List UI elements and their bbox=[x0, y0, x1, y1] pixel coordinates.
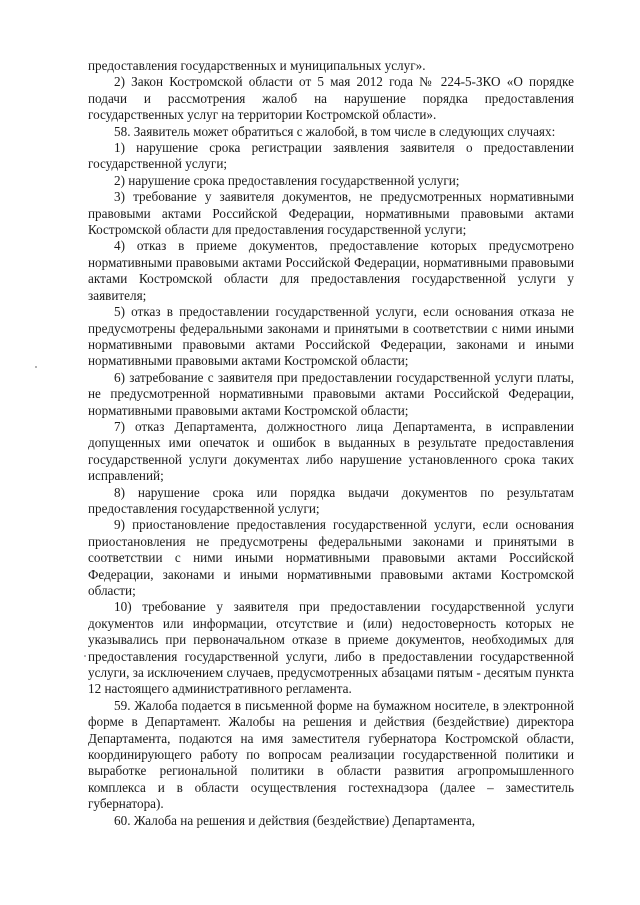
list-item-3: 3) требование у заявителя документов, не предусмотренных нормативными правовыми актами Российской Федерации, нормативными правовыми актами Костромской области для предоставления государственной услуги; bbox=[88, 189, 574, 238]
list-item-6: 6) затребование с заявителя при предоставлении государственной услуги платы, не предусмотренной нормативными правовыми актами Российской Федерации, нормативными правовыми актами Костромской области; bbox=[88, 369, 574, 418]
list-item-4: 4) отказ в приеме документов, предоставление которых предусмотрено нормативными правовыми актами Российской Федерации, нормативными правовыми актами Костромской области для предоставления государственной услуги у заявителя; bbox=[88, 238, 574, 303]
list-item-2: 2) нарушение срока предоставления государственной услуги; bbox=[114, 172, 460, 188]
paragraph-60: 60. Жалоба на решения и действия (бездействие) Департамента, bbox=[114, 812, 476, 828]
paragraph-58-intro: 58. Заявитель может обратиться с жалобой, в том числе в следующих случаях: bbox=[114, 123, 556, 139]
list-item-8: 8) нарушение срока или порядка выдачи документов по результатам предоставления государственной услуги; bbox=[88, 484, 574, 516]
scan-speck bbox=[84, 655, 86, 657]
paragraph-law-reference: 2) Закон Костромской области от 5 мая 2012 года № 224-5-ЗКО «О порядке подачи и рассмотрения жалоб на нарушение порядка предоставления государственных услуг на территории Костромской области». bbox=[88, 74, 574, 123]
list-item-1: 1) нарушение срока регистрации заявления заявителя о предоставлении государственной услуги; bbox=[88, 140, 574, 172]
document-body bbox=[88, 58, 574, 829]
paragraph-59: 59. Жалоба подается в письменной форме на бумажном носителе, в электронной форме в Департамент. Жалобы на решения и действия (бездействие) директора Департамента, подаются на имя заместителя губернатора Костромской области, координирующего работу по вопросам реализации государственной политики и выработке региональной политики в области развития агропромышленного комплекса и в области осуществления гостехнадзора (далее – заместитель губернатора). bbox=[88, 697, 574, 812]
list-item-9: 9) приостановление предоставления государственной услуги, если основания приостановления не предусмотрены федеральными законами и принятыми в соответствии с ними иными нормативными правовыми актами Российской Федерации, законами и иными нормативными правовыми актами Костромской области; bbox=[88, 517, 574, 598]
list-item-10: 10) требование у заявителя при предоставлении государственной услуги документов или информации, отсутствие и (или) недостоверность которых не указывались при первоначальном отказе в приеме документов, необходимых для предоставления государственной услуги, либо в предоставлении государственной услуги, за исключением случаев, предусмотренных абзацами пятым - десятым пункта 12 настоящего административного регламента. bbox=[88, 599, 574, 697]
scan-speck bbox=[35, 366, 37, 368]
paragraph-continuation: предоставления государственных и муниципальных услуг». bbox=[88, 58, 426, 73]
list-item-5: 5) отказ в предоставлении государственной услуги, если основания отказа не предусмотрены федеральными законами и принятыми в соответствии с ними иными нормативными правовыми актами Российской Федерации, законами и иными нормативными правовыми актами Костромской области; bbox=[88, 304, 574, 369]
list-item-7: 7) отказ Департамента, должностного лица Департамента, в исправлении допущенных ими опечаток и ошибок в выданных в результате предоставления государственной услуги документах либо нарушение установленного срока таких исправлений; bbox=[88, 418, 574, 484]
